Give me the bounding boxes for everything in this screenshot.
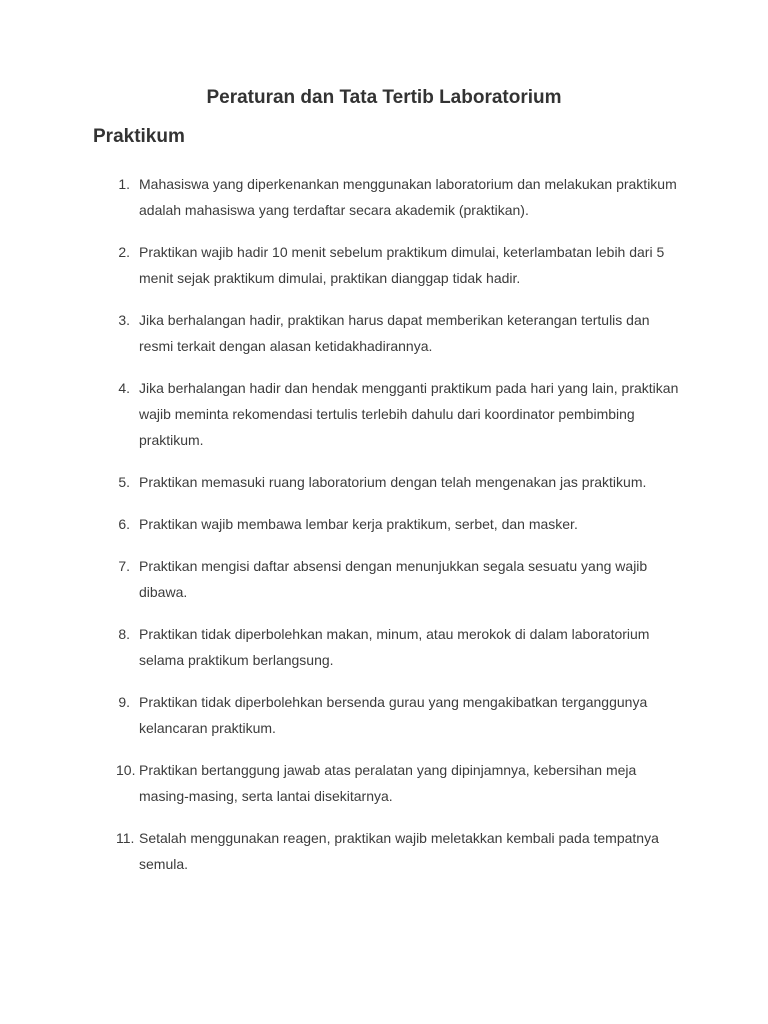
- document-title: Peraturan dan Tata Tertib Laboratorium: [206, 87, 562, 108]
- list-item-text: Jika berhalangan hadir dan hendak mengganti praktikum pada hari yang lain, praktikan wajib meminta rekomendasi tertulis terlebih dahulu dari koordinator pembimbing praktikum.: [139, 380, 679, 448]
- list-item: [0, 239, 768, 291]
- list-item-number: 1.: [118, 176, 130, 192]
- list-item: [0, 689, 768, 741]
- list-item: [0, 469, 768, 495]
- section-heading: Praktikum: [93, 126, 185, 147]
- list-item-text: Praktikan wajib membawa lembar kerja praktikum, serbet, dan masker.: [139, 516, 578, 532]
- list-item-number: 3.: [118, 312, 130, 328]
- list-item: [0, 621, 768, 673]
- list-item-text: Praktikan mengisi daftar absensi dengan menunjukkan segala sesuatu yang wajib dibawa.: [139, 558, 648, 600]
- list-item-number: 8.: [118, 626, 130, 642]
- list-item: [0, 171, 768, 223]
- list-item-text: Setalah menggunakan reagen, praktikan wajib meletakkan kembali pada tempatnya semula.: [139, 830, 659, 872]
- list-item-number: 4.: [118, 380, 130, 396]
- list-item-number: 2.: [118, 244, 130, 260]
- list-item: [0, 825, 768, 877]
- list-item-text: Mahasiswa yang diperkenankan menggunakan laboratorium dan melakukan praktikum adalah mahasiswa yang terdaftar secara akademik (praktikan).: [139, 176, 677, 218]
- list-item: [0, 511, 768, 537]
- list-item-number: 11.: [116, 830, 135, 846]
- list-item-number: 10.: [116, 762, 136, 778]
- list-item-text: Praktikan tidak diperbolehkan bersenda gurau yang mengakibatkan terganggunya kelancaran praktikum.: [139, 694, 648, 736]
- list-item: [0, 757, 768, 809]
- list-item-text: Praktikan bertanggung jawab atas peralatan yang dipinjamnya, kebersihan meja masing-masing, serta lantai disekitarnya.: [139, 762, 637, 804]
- list-item-number: 7.: [118, 558, 130, 574]
- list-item: [0, 307, 768, 359]
- list-item-text: Jika berhalangan hadir, praktikan harus dapat memberikan keterangan tertulis dan resmi terkait dengan alasan ketidakhadirannya.: [139, 312, 650, 354]
- list-item-text: Praktikan memasuki ruang laboratorium dengan telah mengenakan jas praktikum.: [139, 474, 647, 490]
- list-item-number: 5.: [118, 474, 130, 490]
- list-item-number: 9.: [118, 694, 130, 710]
- list-item: [0, 375, 768, 453]
- list-item: [0, 553, 768, 605]
- list-item-number: 6.: [118, 516, 130, 532]
- list-item-text: Praktikan tidak diperbolehkan makan, minum, atau merokok di dalam laboratorium selama praktikum berlangsung.: [139, 626, 650, 668]
- list-item-text: Praktikan wajib hadir 10 menit sebelum praktikum dimulai, keterlambatan lebih dari 5 menit sejak praktikum dimulai, praktikan dianggap tidak hadir.: [139, 244, 665, 286]
- rules-list: [0, 171, 768, 893]
